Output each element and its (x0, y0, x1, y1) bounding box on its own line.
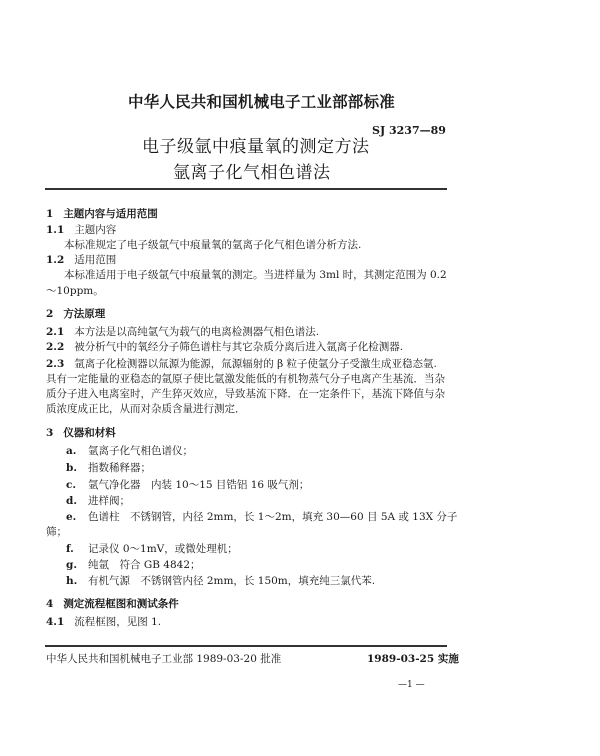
section-2-heading: 2 方法原理 (46, 308, 106, 320)
section-2-3-line3: 质分子进入电离室时，产生猝灭效应，导致基流下降．在一定条件下，基流下降值与杂 (46, 388, 445, 400)
footer-divider (45, 645, 447, 647)
material-item-g: g. 纯氩 符合 GB 4842； (66, 559, 201, 571)
material-item-e: e. 色谱柱 不锈钢管，内径 2mm，长 1～2m，填充 30—60 目 5A 或 13X 分子 (66, 511, 458, 523)
material-item-h: h. 有机气源 不锈钢管内径 2mm，长 150m，填充纯三氯代苯. (66, 575, 376, 587)
section-4-heading: 4 测定流程框图和测试条件 (46, 598, 179, 610)
material-item-a: a. 氩离子化气相色谱仪； (66, 445, 193, 457)
section-2-3-line2: 具有一定能量的亚稳态的氩原子使比氩激发能低的有机物蒸气分子电离产生基流．当杂 (46, 373, 445, 385)
section-2-2: 2.2 被分析气中的氧经分子筛色谱柱与其它杂质分离后进入氩离子化检测器. (46, 341, 404, 353)
section-1-2-body-line1: 本标准适用于电子级氩气中痕量氧的测定。当进样量为 3ml 时，其测定范围为 0.2 (64, 269, 447, 281)
section-3-heading: 3 仪器和材料 (46, 427, 116, 439)
material-item-f: f. 记录仪 0～1mV，或微处理机； (66, 543, 238, 555)
section-2-3-line1: 2.3 氩离子化检测器以氚源为能源，氚源辐射的 β 粒子使氩分子受激生成亚稳态氩. (46, 358, 437, 370)
section-1-1-body: 本标准规定了电子级氩气中痕量氧的氩离子化气相色谱分析方法. (64, 239, 362, 251)
implementation-date: 1989-03-25 实施 (367, 653, 459, 665)
material-item-c: c. 氩气净化器 内装 10～15 目锆铝 16 吸气剂； (66, 479, 310, 491)
approval-line: 中华人民共和国机械电子工业部 1989-03-20 批准 (46, 653, 282, 665)
section-2-3-line4: 质浓度成正比，从而对杂质含量进行测定． (46, 403, 246, 415)
section-1-1-title: 1.1 主题内容 (46, 224, 117, 236)
header-divider (45, 188, 447, 190)
document-subtitle: 氩离子化气相色谱法 (173, 163, 331, 183)
standard-code: SJ 3237—89 (372, 124, 446, 137)
section-1-2-body-line2: ～10ppm。 (46, 285, 104, 297)
material-item-d: d. 进样阀； (66, 495, 130, 507)
section-2-1: 2.1 本方法是以高纯氩气为载气的电离检测器气相色谱法. (46, 326, 320, 338)
page-number: —1 — (398, 680, 425, 690)
material-item-e-continuation: 筛； (46, 526, 67, 538)
section-1-2-title: 1.2 适用范围 (46, 254, 117, 266)
material-item-b: b. 指数稀释器； (66, 462, 151, 474)
section-4-1: 4.1 流程框图，见图 1. (46, 616, 162, 628)
issuing-organization: 中华人民共和国机械电子工业部部标准 (128, 93, 395, 111)
document-title: 电子级氩中痕量氧的测定方法 (142, 137, 370, 157)
section-1-heading: 1 主题内容与适用范围 (46, 208, 158, 220)
